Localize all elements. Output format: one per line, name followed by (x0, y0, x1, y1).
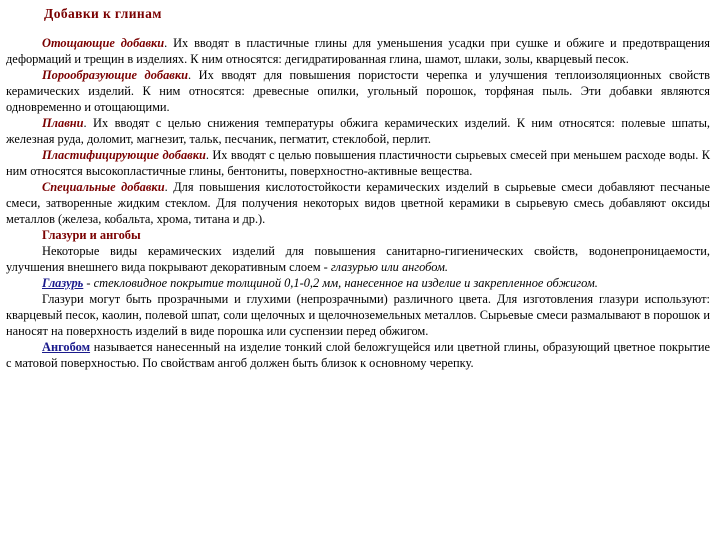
paragraph-plasticizing-additives (6, 147, 710, 179)
paragraph-text: . Для повышения кислотостойкости керамических изделий в сырьевые смеси добавляют песчаные смеси, затворенные жидким стеклом. Для получения некоторых видов цветной керамики в сырьевую смесь добавляют оксиды металлов (железа, кобальта, хрома, титана и др.). (6, 180, 710, 226)
paragraph-glaze-definition (6, 275, 710, 291)
paragraph-leaning-additives (6, 35, 710, 67)
page-title: Добавки к глинам (44, 6, 162, 21)
paragraph-text: называется нанесенный на изделие тонкий слой беложгущейся или цветной глины, образующий цветное покрытие с матовой поверхностью. По свойствам ангоб должен быть близок к основному черепку. (6, 340, 710, 370)
paragraph-text: . Их вводят для повышения пористости черепка и улучшения теплоизоляционных свойств керамических изделий. К ним относятся: древесные опилки, угольный порошок, торфяная пыль. Эти добавки являются одновременно и отощающими. (6, 68, 711, 114)
paragraph-engobe-definition (6, 339, 710, 371)
paragraph-italic-text: глазурью или ангобом. (330, 260, 448, 274)
paragraph-fluxes (6, 115, 710, 147)
term-fluxes: Плавни (42, 116, 84, 130)
term-pore-forming-additives: Порообразующие добавки (42, 68, 188, 82)
paragraph-coatings-intro (6, 243, 710, 275)
paragraph-pore-forming-additives (6, 67, 710, 115)
paragraph-text: . Их вводят с целью повышения пластичности сырьевых смесей при меньшем расходе воды. К ним относятся высокопластичные глины, бентониты, поверхностно-активные вещества. (6, 148, 710, 178)
paragraph-special-additives (6, 179, 710, 227)
glaze-link[interactable]: Глазурь (42, 276, 84, 290)
term-leaning-additives: Отощающие добавки (42, 36, 165, 50)
paragraph-text: . Их вводят с целью снижения температуры обжига керамических изделий. К ним относятся: полевые шпаты, железная руда, доломит, магнезит, тальк, песчаник, пегматит, стеклобой, перлит. (6, 116, 710, 146)
term-plasticizing-additives: Пластифицирующие добавки (42, 148, 206, 162)
paragraph-italic-text: - стекловидное покрытие толщиной 0,1-0,2 мм, нанесенное на изделие и закрепленное обжигом. (83, 276, 598, 290)
paragraph-text: . Их вводят в пластичные глины для уменьшения усадки при сушке и обжиге и предотвращения деформаций и трещин в изделиях. К ним относятся: дегидратированная глина, шамот, шлаки, золы, кварцевый песок. (6, 36, 710, 66)
engobe-link[interactable]: Ангобом (42, 340, 91, 354)
paragraph-text: Глазури могут быть прозрачными и глухими (непрозрачными) различного цвета. Для изготовления глазури используют: кварцевый песок, каолин, полевой шпат, соли щелочных и щелочноземельных металлов. Сырьевые смеси размалывают в порошок и наносят на поверхность изделий в виде порошка или суспензии перед обжигом. (6, 292, 710, 338)
paragraph-text: Некоторые виды керамических изделий для повышения санитарно-гигиенических свойств, водонепроницаемости, улучшения внешнего вида покрывают декоративным слоем - (6, 244, 710, 274)
paragraph-glaze-details (6, 291, 710, 339)
section-heading-glazes: Глазури и ангобы (42, 228, 141, 242)
term-special-additives: Специальные добавки (42, 180, 165, 194)
